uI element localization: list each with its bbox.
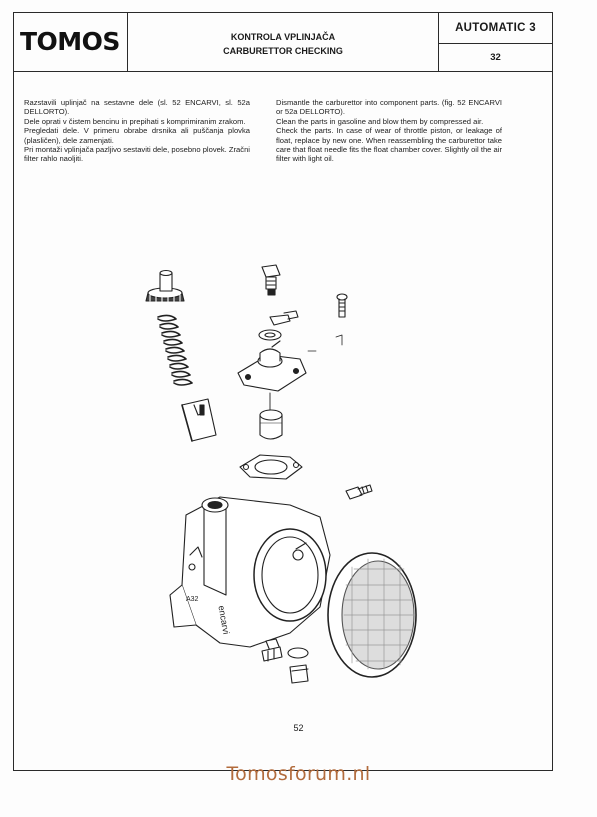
instructions-slovenian: Razstavili uplinjač na sestavne dele (sl. 52 ENCARVI, sl. 52a DELLORTO). Dele oprati v čistem bencinu in prepihati s komprimiranim zrakom. Pregledati dele. V primeru obrabe drsnika ali puščanja plovka (plasličen), dele zamenjati. Pri montaži vplinjača pazljivo sestaviti dele, posebno plovek. Zračni filter rahlo naoljiti. — [24, 98, 250, 164]
carburettor-body-part — [170, 497, 330, 647]
model-cell — [439, 13, 552, 71]
logo-cell — [14, 13, 128, 71]
title-cell — [128, 13, 439, 71]
page-number: 32 — [490, 52, 501, 63]
watermark: Tomosforum.nl — [226, 763, 371, 785]
banjo-bolt-part — [262, 265, 280, 295]
tomos-logo: TOMOS — [20, 27, 120, 56]
air-filter-part — [328, 553, 416, 677]
cap-nut-part — [146, 271, 184, 303]
model-label: AUTOMATIC 3 — [439, 13, 552, 44]
screw-middle-part — [346, 485, 372, 499]
body-marking: encarvi — [216, 604, 232, 636]
instructions-english: Dismantle the carburettor into component parts. (fig. 52 ENCARVI or 52a DELLORTO). Clean the parts in gasoline and blow them by compressed air. Check the parts. In case of wear of throttle piston, or leakage of float, replace by new one. When reassembling the carburettor take care that float needle fits the float chamber cover. Slightly oil the air filter with light oil. — [276, 98, 502, 164]
screw-top-part — [336, 294, 347, 345]
gasket-part — [240, 455, 302, 479]
page-title-english: CARBURETTOR CHECKING — [223, 46, 343, 56]
carburettor-exploded-diagram — [120, 255, 450, 705]
page-header — [14, 13, 552, 72]
body-code: A32 — [186, 596, 199, 603]
page-title-slovenian: KONTROLA VPLINJAČA — [230, 32, 336, 42]
spring-part — [158, 315, 192, 385]
fuel-nipple-part — [259, 311, 298, 340]
float-chamber-cover-part — [238, 341, 316, 391]
figure-number: 52 — [293, 723, 304, 733]
float-part — [260, 393, 282, 439]
jet-nut-part — [288, 648, 308, 683]
throttle-piston-part — [182, 399, 216, 441]
